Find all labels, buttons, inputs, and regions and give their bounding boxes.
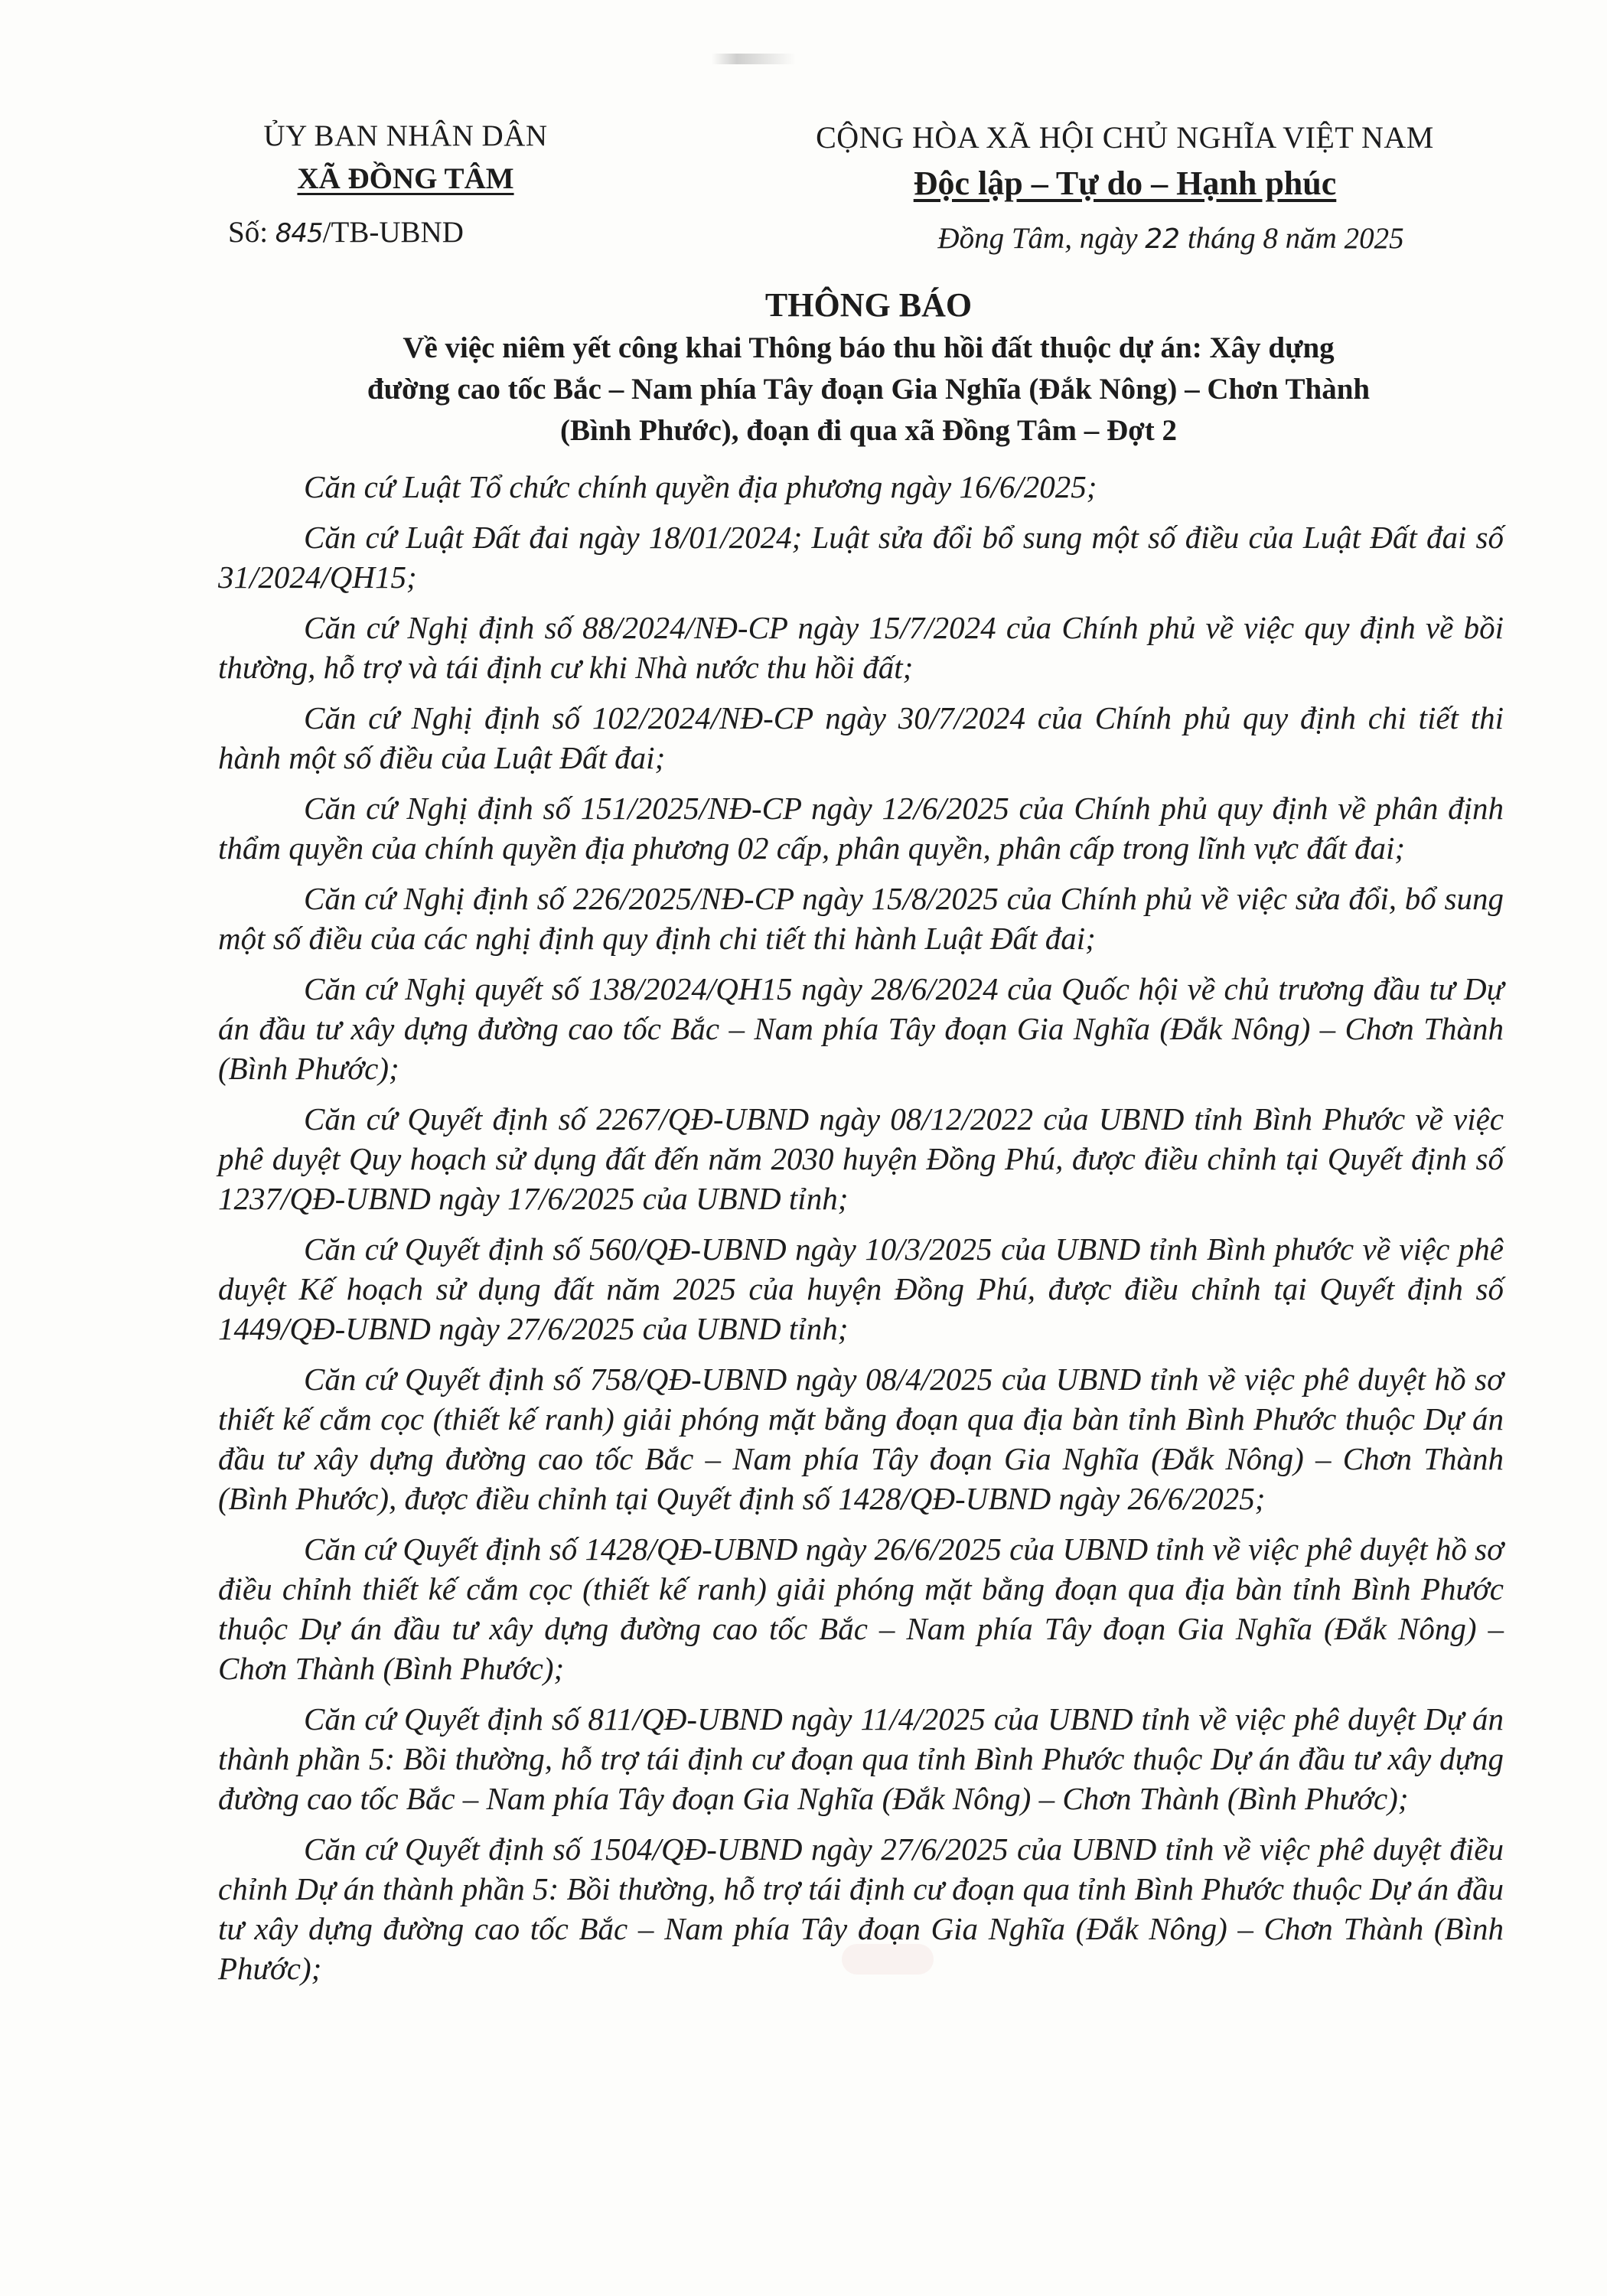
issuing-unit: XÃ ĐỒNG TÂM (297, 162, 514, 195)
national-header-block (735, 115, 1515, 263)
document-date (735, 216, 1515, 263)
legal-basis-paragraph: Căn cứ Nghị định số 88/2024/NĐ-CP ngày 15/7/2024 của Chính phủ về việc quy định về bồi thường, hỗ trợ và tái định cư khi Nhà nước thu hồi đất; (218, 610, 1504, 685)
scan-artifact (712, 54, 796, 64)
legal-basis-paragraph: Căn cứ Nghị quyết số 138/2024/QH15 ngày 28/6/2024 của Quốc hội về chủ trương đầu tư Dự án đầu tư xây dựng đường cao tốc Bắc – Nam phía Tây đoạn Gia Nghĩa (Đắk Nông) – Chơn Thành (Bình Phước); (218, 971, 1504, 1086)
date-suffix: tháng 8 năm 2025 (1180, 222, 1404, 255)
document-number (222, 211, 589, 255)
date-day-handwritten: 22 (1145, 223, 1181, 255)
notice-subject-line-1: Về việc niêm yết công khai Thông báo thu hồi đất thuộc dự án: Xây dựng (403, 331, 1335, 364)
legal-basis-paragraph: Căn cứ Quyết định số 811/QĐ-UBND ngày 11/4/2025 của UBND tỉnh về việc phê duyệt Dự án thành phần 5: Bồi thường, hỗ trợ tái định cư đoạn qua tỉnh Bình Phước thuộc Dự án đầu tư xây dựng đường cao tốc Bắc – Nam phía Tây đoạn Gia Nghĩa (Đắk Nông) – Chơn Thành (Bình Phước); (218, 1701, 1504, 1816)
legal-basis-paragraph: Căn cứ Quyết định số 560/QĐ-UBND ngày 10/3/2025 của UBND tỉnh Bình phước về việc phê duyệt Kế hoạch sử dụng đất năm 2025 của huyện Đồng Phú, được điều chỉnh tại Quyết định số 1449/QĐ-UBND ngày 27/6/2025 của UBND tỉnh; (218, 1231, 1504, 1346)
legal-basis-paragraph: Căn cứ Quyết định số 1504/QĐ-UBND ngày 27/6/2025 của UBND tỉnh về việc phê duyệt điều chỉnh Dự án thành phần 5: Bồi thường, hỗ trợ tái định cư đoạn qua tỉnh Bình Phước thuộc Dự án đầu tư xây dựng đường cao tốc Bắc – Nam phía Tây đoạn Gia Nghĩa (Đắk Nông) – Chơn Thành (Bình Phước); (218, 1831, 1504, 1986)
legal-basis-paragraph: Căn cứ Luật Tổ chức chính quyền địa phương ngày 16/6/2025; (304, 469, 1097, 504)
legal-basis-paragraph: Căn cứ Quyết định số 758/QĐ-UBND ngày 08/4/2025 của UBND tỉnh về việc phê duyệt hồ sơ thiết kế cắm cọc (thiết kế ranh) giải phóng mặt bằng đoạn qua địa bàn tỉnh Bình Phước thuộc Dự án đầu tư xây dựng đường cao tốc Bắc – Nam phía Tây đoạn Gia Nghĩa (Đắk Nông) – Chơn Thành (Bình Phước), được điều chỉnh tại Quyết định số 1428/QĐ-UBND ngày 26/6/2025; (218, 1362, 1504, 1516)
notice-title: THÔNG BÁO (764, 286, 973, 324)
notice-title-block (222, 283, 1515, 452)
legal-basis-paragraph: Căn cứ Nghị định số 151/2025/NĐ-CP ngày 12/6/2025 của Chính phủ quy định về phân định thẩm quyền của chính quyền địa phương 02 cấp, phân quyền, phân cấp trong lĩnh vực đất đai; (218, 791, 1504, 866)
notice-subject-line-3: (Bình Phước), đoạn đi qua xã Đồng Tâm – Đợt 2 (560, 414, 1177, 447)
national-title: CỘNG HÒA XÃ HỘI CHỦ NGHĨA VIỆT NAM (816, 120, 1434, 155)
issuing-authority-block (222, 115, 589, 255)
date-prefix: Đồng Tâm, ngày (937, 222, 1146, 255)
faint-stamp-mark (842, 1944, 934, 1975)
doc-number-suffix: /TB-UBND (322, 216, 464, 249)
legal-basis-paragraph: Căn cứ Quyết định số 2267/QĐ-UBND ngày 08/12/2022 của UBND tỉnh Bình Phước về việc phê duyệt Quy hoạch sử dụng đất đến năm 2030 huyện Đồng Phú, được điều chỉnh tại Quyết định số 1237/QĐ-UBND ngày 17/6/2025 của UBND tỉnh; (218, 1101, 1504, 1216)
legal-basis-paragraph: Căn cứ Quyết định số 1428/QĐ-UBND ngày 26/6/2025 của UBND tỉnh về việc phê duyệt hồ sơ điều chỉnh thiết kế cắm cọc (thiết kế ranh) giải phóng mặt bằng đoạn qua địa bàn tỉnh Bình Phước thuộc Dự án đầu tư xây dựng đường cao tốc Bắc – Nam phía Tây đoạn Gia Nghĩa (Đắk Nông) – Chơn Thành (Bình Phước); (218, 1531, 1504, 1686)
notice-subject-line-2: đường cao tốc Bắc – Nam phía Tây đoạn Gia Nghĩa (Đắk Nông) – Chơn Thành (367, 373, 1371, 406)
legal-basis-paragraph: Căn cứ Nghị định số 226/2025/NĐ-CP ngày 15/8/2025 của Chính phủ về việc sửa đổi, bổ sung một số điều của các nghị định quy định chi tiết thi hành Luật Đất đai; (218, 881, 1504, 956)
legal-basis-paragraph: Căn cứ Nghị định số 102/2024/NĐ-CP ngày 30/7/2024 của Chính phủ quy định chi tiết thi hành một số điều của Luật Đất đai; (218, 700, 1504, 775)
doc-number-handwritten: 845 (275, 218, 323, 249)
legal-basis-paragraph: Căn cứ Luật Đất đai ngày 18/01/2024; Luật sửa đổi bổ sung một số điều của Luật Đất đai số 31/2024/QH15; (218, 520, 1504, 595)
legal-basis-section (218, 467, 1504, 1999)
doc-number-prefix: Số: (228, 216, 275, 249)
issuing-org: ỦY BAN NHÂN DÂN (263, 119, 548, 152)
national-motto: Độc lập – Tự do – Hạnh phúc (913, 165, 1337, 202)
